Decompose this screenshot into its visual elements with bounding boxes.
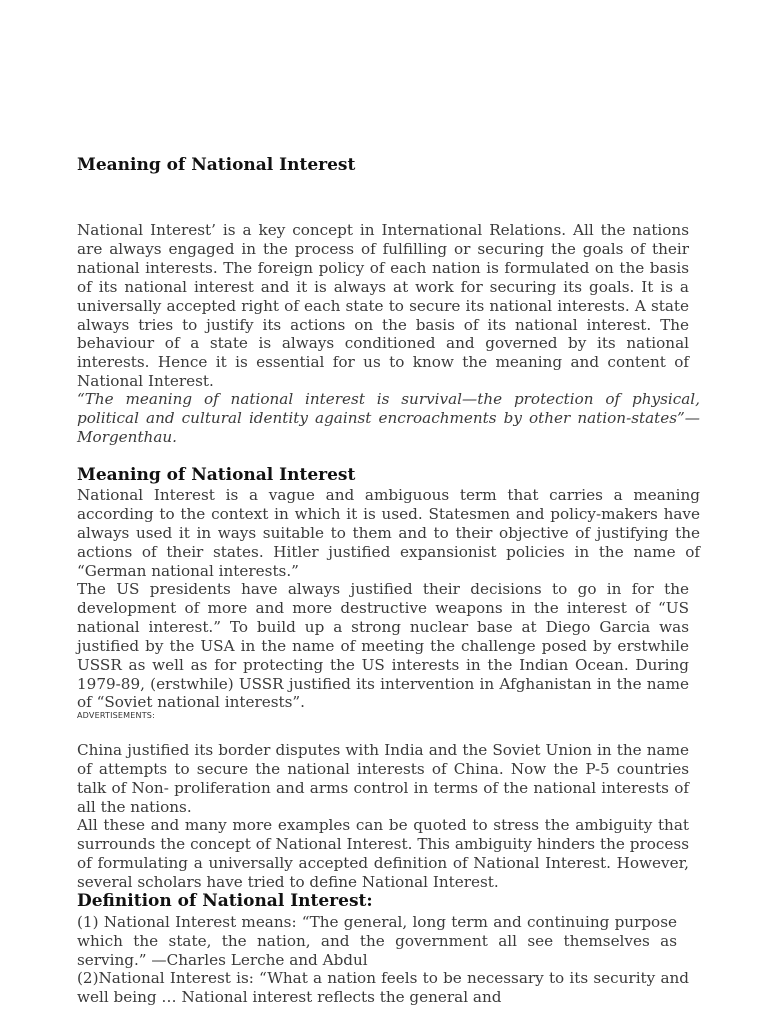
intro-paragraph: National Interest’ is a key concept in International Relations. All the nations are always engaged in the process of fulfilling or securing the goals of their national interests. The foreign policy of each nation is formulated on the basis of its national interest and it is always at work for securing its goals. It is a universally accepted right of each state to secure its national interests. A state always tries to justify its actions on the basis of its national interest. The behaviour of a state is always conditioned and governed by its national interests. Hence it is essential for us to know the meaning and content of National Interest. — [77, 221, 689, 391]
definition-1: (1) National Interest means: “The general, long term and continuing purpose which the state, the nation, and the government all see themselves as serving.” —Charles Lerche and Abdul — [77, 913, 677, 969]
meaning-paragraph-1: National Interest is a vague and ambiguous term that carries a meaning according to the context in which it is used. Statesmen and policy-makers have always used it in ways suitable to them and to their objective of justifying the actions of their states. Hitler justified expansionist policies in the name of “German national interests.” — [77, 486, 700, 580]
section-heading-meaning: Meaning of National Interest — [77, 465, 356, 485]
meaning-paragraph-2: The US presidents have always justified their decisions to go in for the development of more and more destructive weapons in the interest of “US national interest.” To build up a strong nuclear base at Diego Garcia was justified by the USA in the name of meeting the challenge posed by erstwhile USSR as well as for protecting the US interests in the Indian Ocean. During 1979-89, (erstwhile) USSR justified its intervention in Afghanistan in the name of “Soviet national interests”. — [77, 580, 689, 712]
page-title: Meaning of National Interest — [77, 155, 356, 175]
morgenthau-quote: “The meaning of national interest is survival—the protection of physical, political and cultural identity against encroachments by other nation-states”—Morgenthau. — [77, 390, 700, 446]
advertisements-label: ADVERTISEMENTS: — [77, 711, 155, 720]
meaning-paragraph-4: All these and many more examples can be quoted to stress the ambiguity that surrounds the concept of National Interest. This ambiguity hinders the process of formulating a universally accepted definition of National Interest. However, several scholars have tried to define National Interest. — [77, 816, 689, 891]
section-heading-definition: Definition of National Interest: — [77, 891, 373, 911]
definition-2: (2)National Interest is: “What a nation feels to be necessary to its security and well being … National interest reflects the general and — [77, 969, 689, 1006]
meaning-paragraph-3: China justified its border disputes with India and the Soviet Union in the name of attempts to secure the national interests of China. Now the P-5 countries talk of Non- proliferation and arms control in terms of the national interests of all the nations. — [77, 741, 689, 816]
